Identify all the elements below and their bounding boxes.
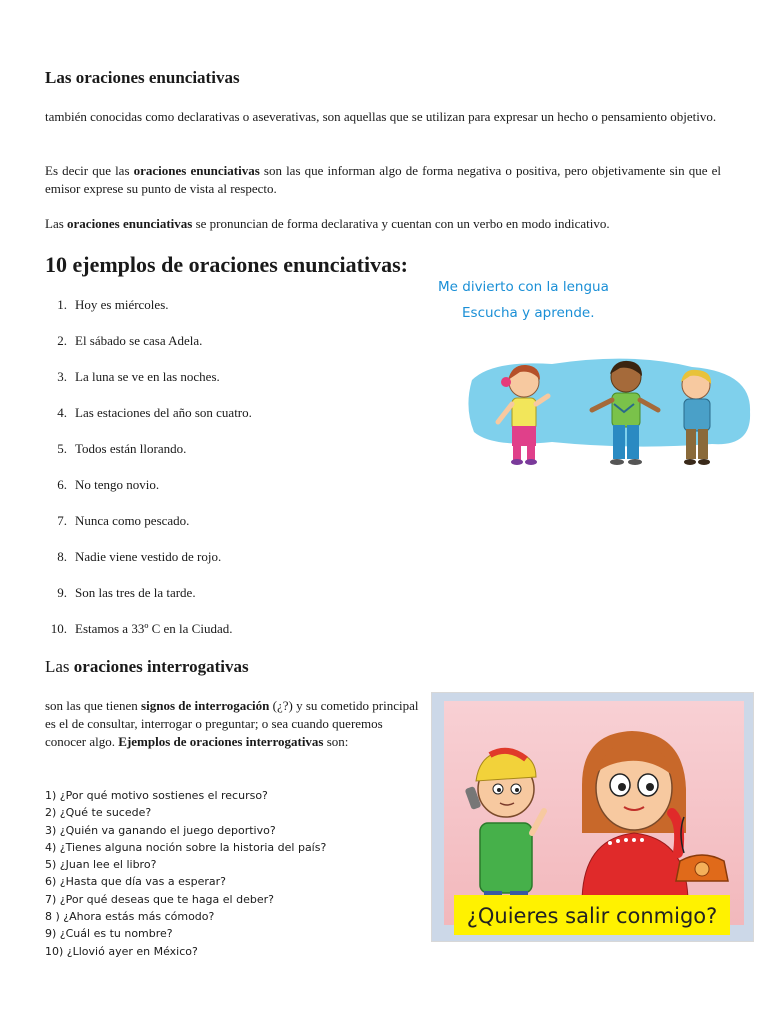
list-item: 1. Hoy es miércoles. — [57, 297, 169, 312]
woman-on-phone-figure — [582, 731, 688, 903]
list-item: 7) ¿Por qué deseas que te haga el deber? — [45, 892, 274, 906]
list-item: 4. Las estaciones del año son cuatro. — [57, 405, 252, 420]
list-item: 10. Estamos a 33º C en la Ciudad. — [50, 621, 233, 636]
illustration-caption: ¿Quieres salir conmigo? — [466, 904, 718, 928]
list-item: 5. Todos están llorando. — [57, 441, 187, 456]
list-item: 1) ¿Por qué motivo sostienes el recurso? — [45, 789, 268, 802]
paragraph-interrogativas: son las que tienen signos de interrogación (¿?) y su cometido principal es el de consultar, interrogar o preguntar; o sea cuando queremos conocer algo. Ejemplos de oraciones interrogativas son: — [45, 698, 419, 749]
list-item: 9) ¿Cuál es tu nombre? — [45, 927, 173, 941]
kids-illustration — [432, 272, 754, 477]
section-heading-enunciativas: Las oraciones enunciativas — [45, 68, 240, 87]
list-item: 2. El sábado se casa Adela. — [57, 333, 203, 348]
paragraph-definition: también conocidas como declarativas o aseverativas, son aquellas que se utilizan para expresar un hecho o pensamiento objetivo. — [45, 109, 717, 124]
phone-call-illustration — [431, 692, 754, 942]
list-item: 3. La luna se ve en las noches. — [57, 369, 220, 384]
list-item: 2) ¿Qué te sucede? — [45, 806, 152, 820]
list-item: 7. Nunca como pescado. — [57, 513, 190, 528]
examples-heading: 10 ejemplos de oraciones enunciativas: — [45, 252, 408, 277]
list-item: 9. Son las tres de la tarde. — [57, 585, 196, 600]
list-item: 3) ¿Quién va ganando el juego deportivo? — [45, 823, 276, 837]
paragraph-indicative: Las oraciones enunciativas se pronuncian de forma declarativa y cuentan con un verbo en modo indicativo. — [45, 216, 610, 231]
paragraph-explanation: Es decir que las oraciones enunciativas son las que informan algo de forma negativa o positiva, pero objetivamente sin que el emisor exprese su punto de vista al respecto. — [45, 163, 722, 196]
list-item: 6) ¿Hasta que día vas a esperar? — [45, 875, 227, 889]
list-item: 8 ) ¿Ahora estás más cómodo? — [45, 910, 215, 924]
list-item: 5) ¿Juan lee el libro? — [45, 858, 157, 872]
list-item: 8. Nadie viene vestido de rojo. — [57, 549, 222, 564]
examples-list — [45, 296, 425, 656]
list-item: 10) ¿Llovió ayer en México? — [45, 944, 198, 958]
questions-list — [45, 787, 425, 960]
list-item: 6. No tengo novio. — [57, 477, 160, 492]
list-item: 4) ¿Tienes alguna noción sobre la historia del país? — [45, 840, 327, 854]
section-heading-interrogativas: Las oraciones interrogativas — [45, 657, 249, 676]
illustration-title: Me divierto con la lengua — [438, 279, 609, 295]
illustration-subtitle: Escucha y aprende. — [462, 305, 595, 321]
